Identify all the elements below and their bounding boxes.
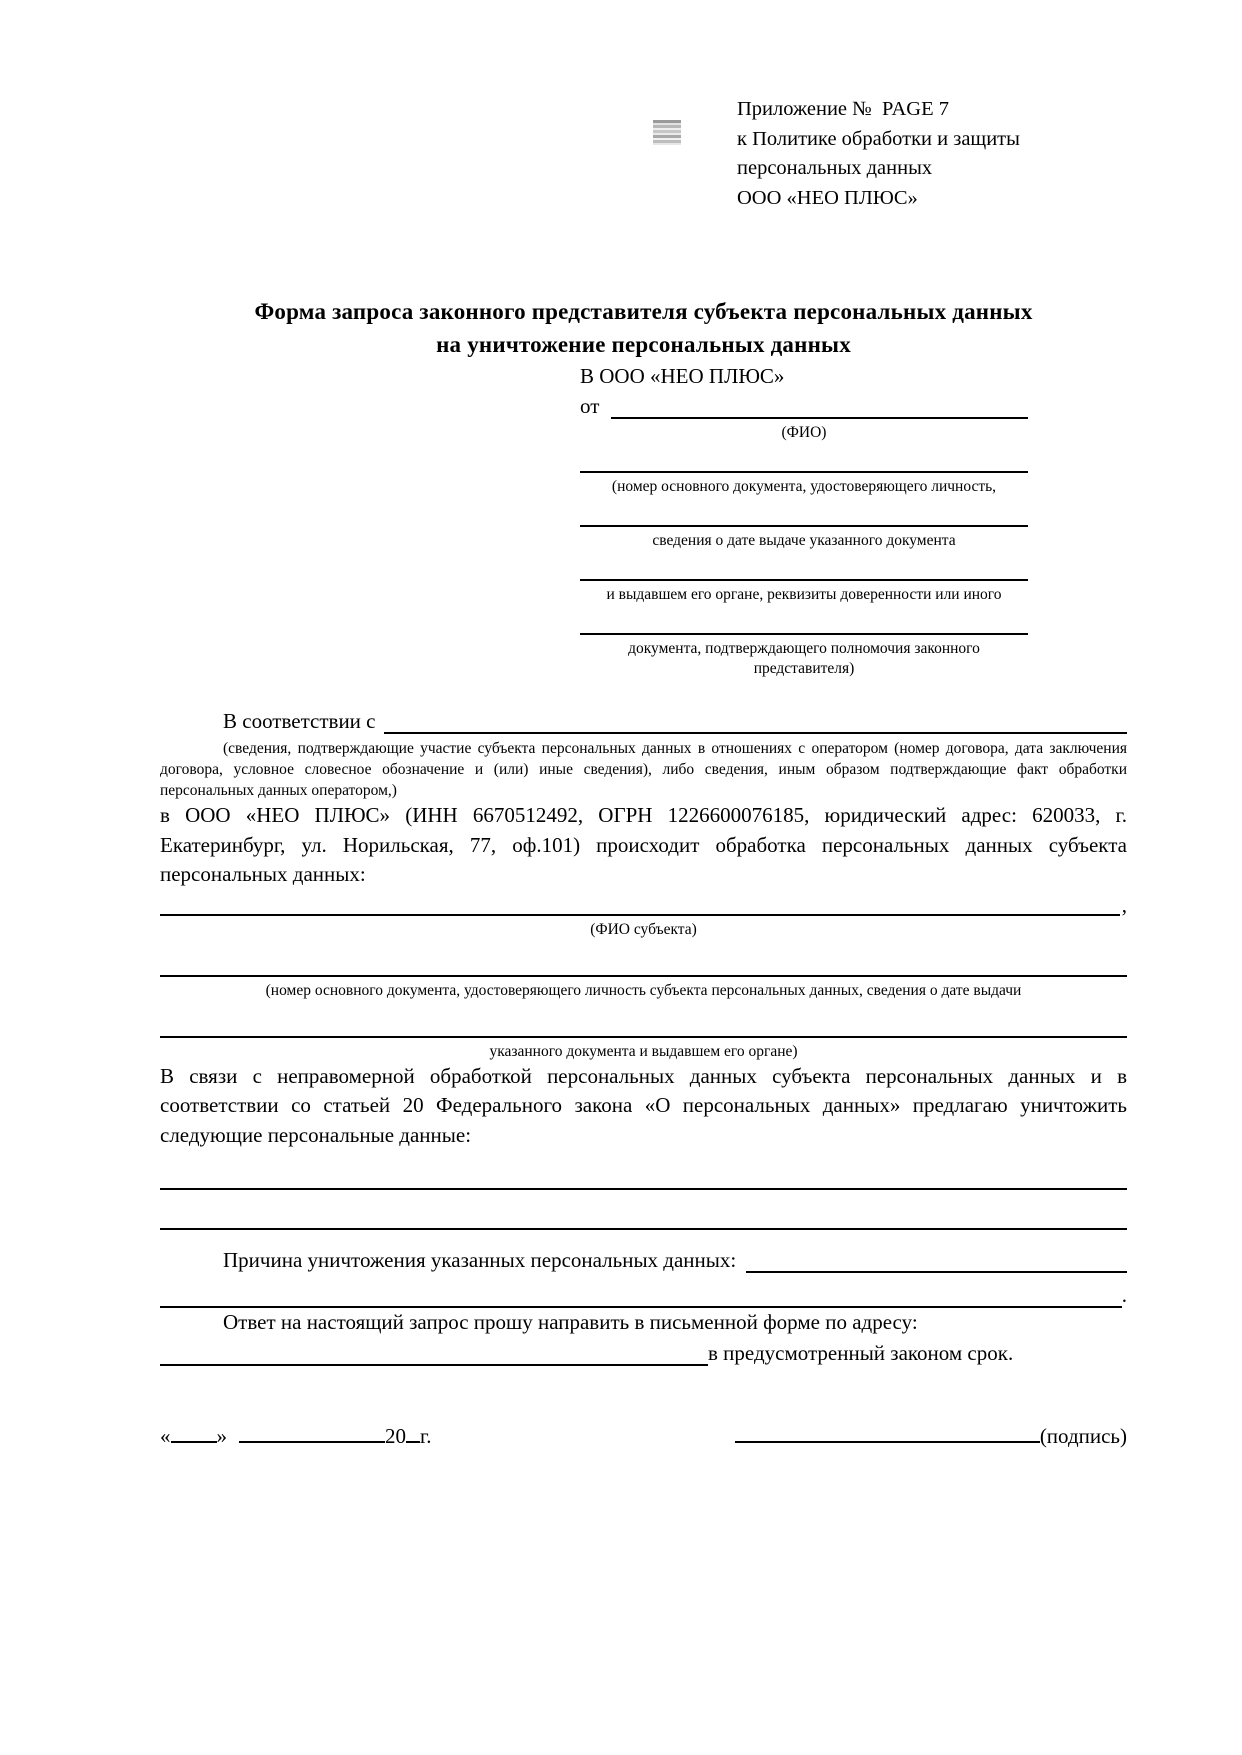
representative-doc-caption-2: сведения о дате выдаче указанного документа (652, 532, 956, 549)
representative-doc-field-3 (580, 551, 1028, 581)
reason-label: Причина уничтожения указанных персональных данных: (223, 1248, 737, 1273)
according-smallprint-note: (сведения, подтверждающие участие субъекта персональных данных в отношениях с оператором (номер договора, дата заключения договора, условное словесное обозначение и (или) иные сведения), либо сведения, иным образом подтверждающие факт обработки персональных данных оператором,) (160, 740, 1127, 799)
document-title-line1: Форма запроса законного представителя субъекта персональных данных (254, 299, 1033, 324)
subject-doc-caption-1: (номер основного документа, удостоверяющего личность субъекта персональных данных, сведения о дате выдачи (265, 981, 1022, 999)
footer-row (160, 1422, 1127, 1449)
addressee-block (580, 361, 1028, 679)
striped-artifact-icon (653, 120, 681, 145)
representative-doc-caption-1: (номер основного документа, удостоверяющего личность, (611, 478, 997, 495)
representative-doc-field-2 (580, 497, 1028, 527)
according-basis-field (384, 711, 1128, 734)
answer-term-text: в предусмотренный законом срок. (708, 1340, 1014, 1365)
subject-fio-caption: (ФИО субъекта) (590, 920, 697, 938)
document-title-line2: на уничтожение персональных данных (436, 332, 851, 357)
date-month-field (239, 1422, 385, 1443)
header-policy-line1: к Политике обработки и защиты (737, 127, 1020, 150)
date-year-prefix: 20 (385, 1423, 406, 1448)
answer-address-row (160, 1341, 1127, 1366)
signature-group (735, 1422, 1127, 1449)
reason-field (746, 1250, 1127, 1273)
signature-field (735, 1422, 1040, 1443)
reason-field-continuation (160, 1285, 1122, 1308)
representative-doc-field-1 (580, 443, 1028, 473)
header-reference-block (737, 95, 1127, 213)
representative-doc-caption-4: документа, подтверждающего полномочия законного представителя) (628, 640, 980, 677)
header-appendix-line: Приложение № PAGE 7 (737, 98, 949, 120)
date-open-quote: « (160, 1423, 171, 1448)
header-company-name: ООО «НЕО ПЛЮС» (737, 186, 918, 209)
subject-doc-field-2 (160, 1011, 1127, 1038)
representative-doc-field-4 (580, 605, 1028, 635)
reason-continuation-row (160, 1283, 1127, 1308)
according-row (160, 709, 1127, 734)
fio-caption: (ФИО) (781, 424, 827, 441)
answer-request-line: Ответ на настоящий запрос прошу направить в письменной форме по адресу: (223, 1310, 918, 1335)
document-body (160, 709, 1127, 1449)
date-year-field (406, 1422, 420, 1443)
signature-caption: (подпись) (1039, 1423, 1127, 1448)
subject-doc-field-1 (160, 950, 1127, 977)
subject-fio-field (160, 893, 1120, 916)
document-title (160, 295, 1127, 361)
data-to-destroy-field-2 (160, 1190, 1127, 1230)
reason-period: . (1121, 1283, 1127, 1308)
destroy-request-paragraph: В связи с неправомерной обработкой персональных данных субъекта персональных данных и в соответствии со статьей 20 Федерального закона «О персональных данных» предлагаю уничтожить следующие персональные данные: (160, 1063, 1127, 1147)
date-day-field (171, 1422, 217, 1443)
representative-doc-caption-3: и выдавшем его органе, реквизиты доверенности или иного (606, 586, 1002, 603)
operator-paragraph: в ООО «НЕО ПЛЮС» (ИНН 6670512492, ОГРН 1226600076185, юридический адрес: 620033, г. Екатеринбург, ул. Норильская, 77, оф.101) происходит обработка персональных данных субъекта персональных данных: (160, 803, 1127, 886)
subject-fio-field-row (160, 893, 1127, 916)
reason-row (160, 1248, 1127, 1273)
date-close-quote: » (216, 1423, 227, 1448)
according-label: В соответствии с (223, 709, 376, 733)
from-field-row (580, 394, 1028, 419)
header-policy-line2: персональных данных (737, 157, 933, 179)
from-label: от (580, 394, 600, 418)
answer-address-field (160, 1343, 708, 1366)
date-year-suffix: г. (420, 1423, 432, 1448)
subject-fio-comma: , (1121, 892, 1127, 917)
date-field-group (160, 1422, 432, 1449)
subject-doc-caption-2: указанного документа и выдавшем его органе) (489, 1042, 798, 1060)
data-to-destroy-field-1 (160, 1150, 1127, 1190)
addressee-company: В ООО «НЕО ПЛЮС» (580, 364, 785, 388)
from-fio-field (611, 396, 1028, 419)
